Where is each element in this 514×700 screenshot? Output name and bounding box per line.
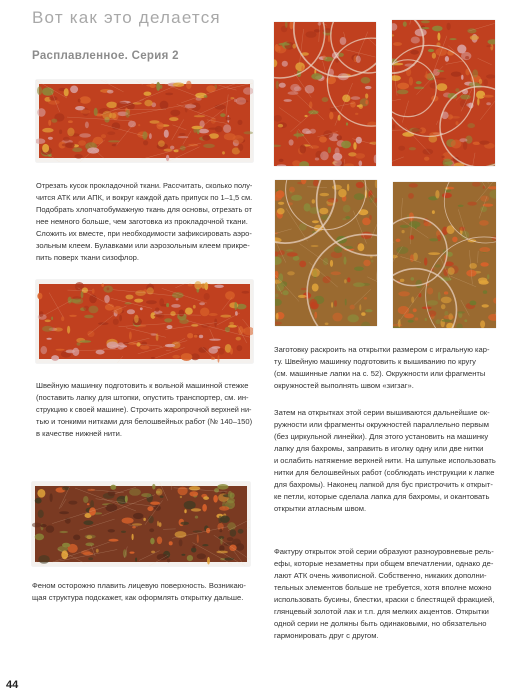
fabric-photo-step-1 [36,80,253,162]
paragraph-machine-setup: Швейную машинку подготовить к вольной машинной стежке (поставить лапку для штопки, опустить транспортер, см. ин- струкцию к своей машине). Строчить жаропрочной верхней ни- тью и тонкими нитками для белошвейных работ (№ 140–150) в качестве нижней нити. [36,381,253,438]
paragraph-cut-cards: Заготовку раскроить на открытки размером с игральную кар- ту. Швейную машинку подготовить к вышиванию по кругу (см. машинные лапки на с. 52). Окружности или фрагменты окружностей выполнять швом «зигзаг». [274,345,490,390]
card-photo-2 [392,20,495,166]
fabric-photo-step-3 [32,482,250,566]
paragraph-texture-notes: Фактуру открыток этой серии образуют разноуровневые рель- ефы, которые незаметны при общем впечатлении, однако де- лают АТК очень живописной. Собственно, никаких дополни- тельных элементов больше не требуется, хотя вполне можно использовать бусины, блестки, краски с блестящей фракцией, глянцевый золотой лак и т.п. для мелких акцентов. Открытки одной серии не должны быть одинаковыми, но обязательно гармонировать друг с другом. [274,547,495,640]
fabric-photo-step-2 [36,280,253,363]
card-photo-3 [275,180,377,326]
paragraph-cut-fabric: Отрезать кусок прокладочной ткани. Рассчитать, сколько полу- чится АТК или АПК, и вокруг каждой дать припуск по 1–1,5 см. Подобрать хлопчатобумажную ткань для основы, отрезать от нее немного больше, чем заготовка из прокладочной ткани. Сложить их вместе, при необходимости зафиксировать аэро- зольным клеем. Булавками или аэрозольным клеем прикре- пить поверх ткани сизофлор. [36,181,253,262]
card-photo-4 [393,182,496,328]
paragraph-heat-melt: Феном осторожно плавить лицевую поверхность. Возникаю- щая структура подскажет, как оформлять открытку дальше. [32,581,246,602]
section-title: Расплавленное. Серия 2 [32,50,179,62]
page-title: Вот как это делается [32,8,221,27]
paragraph-embroider-circles: Затем на открытках этой серии вышиваются дальнейшие ок- ружности или фрагменты окружностей параллельно первым (без циркульной линейки). Для этого установить на машинку лапку для бахромы, заправить в иголку одну или две нитки и ослабить натяжение верхней нити. На шпульке использовать нитки для белошвейных работ (соблюдать инструкции к лапке для бахромы). Наконец лапкой для бус пристрочить к открыт- ке петли, которые сделала лапка для бахромы, и окантовать открытки атласным швом. [274,408,496,513]
page-number: 44 [6,679,19,691]
card-photo-1 [274,22,376,166]
